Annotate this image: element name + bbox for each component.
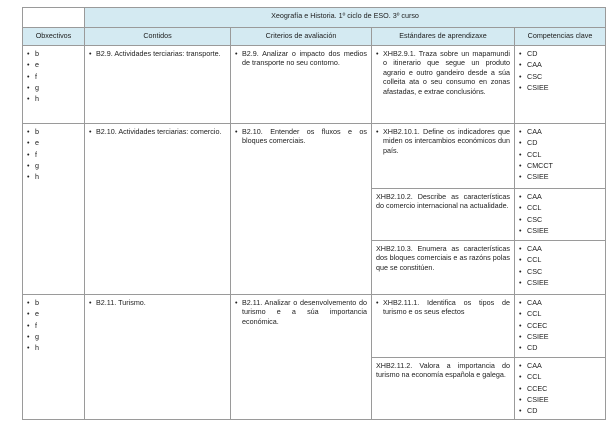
- table-title: Xeografía e Historia. 1º ciclo de ESO. 3º curso: [85, 8, 606, 28]
- competences-cell: [515, 358, 606, 420]
- competence-item: • CSIEE: [519, 83, 601, 94]
- objective-item: • h: [27, 94, 80, 105]
- competences-cell: [515, 189, 606, 241]
- competence-item: • CSC: [519, 215, 601, 226]
- competences-cell: [515, 124, 606, 189]
- objective-item: • f: [27, 321, 80, 332]
- objective-item: • b: [27, 127, 80, 138]
- competences-cell: [515, 295, 606, 358]
- header-competences: Competencias clave: [515, 28, 606, 46]
- competence-item: • CAA: [519, 298, 601, 309]
- competence-item: • CSIEE: [519, 226, 601, 237]
- curriculum-table: [22, 7, 606, 420]
- standard-text: XHB2.11.2. Valora a importancia do turismo na economía española e galega.: [376, 361, 510, 380]
- competence-item: • CD: [519, 138, 601, 149]
- standard-text: XHB2.10.2. Describe as características do comercio internacional na actualidade.: [376, 192, 510, 211]
- standard-cell: [372, 358, 515, 420]
- competence-item: • CMCCT: [519, 161, 601, 172]
- standard-text: • XHB2.11.1. Identifica os tipos de turismo e os seus efectos: [376, 298, 510, 317]
- header-objectives: Obxectivos: [23, 28, 85, 46]
- objective-item: • b: [27, 49, 80, 60]
- standard-cell: [372, 295, 515, 358]
- competence-item: • CSIEE: [519, 332, 601, 343]
- standard-cell: [372, 46, 515, 124]
- criteria-text: • B2.9. Analizar o impacto dos medios de transporte no seu contorno.: [235, 49, 367, 68]
- competence-item: • CD: [519, 343, 601, 354]
- header-standards: Estándares de aprendizaxe: [372, 28, 515, 46]
- objective-item: • f: [27, 72, 80, 83]
- competence-item: • CCL: [519, 255, 601, 266]
- criteria-cell: [231, 124, 372, 295]
- standard-cell: [372, 189, 515, 241]
- objective-item: • g: [27, 332, 80, 343]
- objectives-cell: [23, 295, 85, 420]
- competence-item: • CCL: [519, 203, 601, 214]
- corner-cell: [23, 8, 85, 28]
- table-row: [23, 295, 606, 358]
- objective-item: • e: [27, 138, 80, 149]
- competence-item: • CSC: [519, 267, 601, 278]
- competence-item: • CCL: [519, 309, 601, 320]
- criteria-text: • B2.10. Entender os fluxos e os bloques comerciais.: [235, 127, 367, 146]
- content-text: • B2.9. Actividades terciarias: transporte.: [89, 49, 226, 58]
- table-row: [23, 124, 606, 189]
- competences-cell: [515, 241, 606, 295]
- objective-item: • g: [27, 83, 80, 94]
- standard-text: XHB2.10.3. Enumera as características dos bloques comerciais e as razóns polas que se constitúen.: [376, 244, 510, 272]
- competence-item: • CCL: [519, 372, 601, 383]
- header-criteria: Criterios de avaliación: [231, 28, 372, 46]
- criteria-cell: [231, 295, 372, 420]
- content-cell: [85, 46, 231, 124]
- content-text: • B2.11. Turismo.: [89, 298, 226, 307]
- content-text: • B2.10. Actividades terciarias: comercio.: [89, 127, 226, 136]
- competence-item: • CAA: [519, 127, 601, 138]
- objective-item: • h: [27, 172, 80, 183]
- standard-text: • XHB2.10.1. Define os indicadores que miden os intercambios económicos dun país.: [376, 127, 510, 155]
- competence-item: • CSC: [519, 72, 601, 83]
- competence-item: • CSIEE: [519, 172, 601, 183]
- standard-cell: [372, 124, 515, 189]
- competence-item: • CAA: [519, 192, 601, 203]
- competence-item: • CD: [519, 49, 601, 60]
- objective-item: • h: [27, 343, 80, 354]
- content-cell: [85, 124, 231, 295]
- competence-item: • CAA: [519, 361, 601, 372]
- criteria-cell: [231, 46, 372, 124]
- competences-cell: [515, 46, 606, 124]
- standard-cell: [372, 241, 515, 295]
- standard-text: • XHB2.9.1. Traza sobre un mapamundi o itinerario que segue un produto agrario e outro gandeiro desde a súa colleita ata o seu consumo en zonas afastadas, e extrae conclusións.: [376, 49, 510, 96]
- table-row: [23, 46, 606, 124]
- criteria-text: • B2.11. Analizar o desenvolvemento do turismo e a súa importancia económica.: [235, 298, 367, 326]
- competence-item: • CCL: [519, 150, 601, 161]
- objectives-cell: [23, 46, 85, 124]
- objective-item: • g: [27, 161, 80, 172]
- objective-item: • e: [27, 309, 80, 320]
- objective-item: • f: [27, 150, 80, 161]
- content-cell: [85, 295, 231, 420]
- header-contents: Contidos: [85, 28, 231, 46]
- competence-item: • CCEC: [519, 384, 601, 395]
- competence-item: • CSIEE: [519, 278, 601, 289]
- objectives-cell: [23, 124, 85, 295]
- competence-item: • CAA: [519, 244, 601, 255]
- competence-item: • CSIEE: [519, 395, 601, 406]
- competence-item: • CD: [519, 406, 601, 417]
- competence-item: • CAA: [519, 60, 601, 71]
- objective-item: • b: [27, 298, 80, 309]
- competence-item: • CCEC: [519, 321, 601, 332]
- objective-item: • e: [27, 60, 80, 71]
